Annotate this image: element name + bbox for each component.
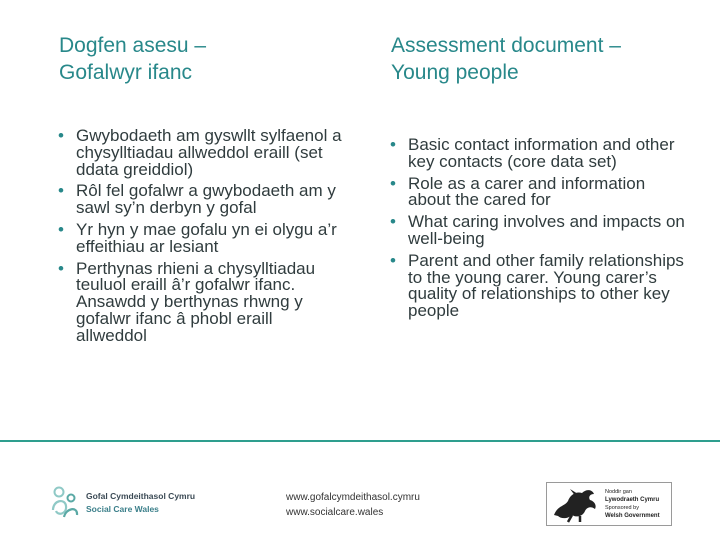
- url-welsh[interactable]: www.gofalcymdeithasol.cymru: [286, 492, 420, 503]
- sponsor-line-cy-1: Noddir gan: [605, 489, 632, 495]
- sponsor-line-en-2: Welsh Government: [605, 513, 660, 519]
- people-icon: [50, 484, 80, 520]
- sponsor-line-cy-2: Lywodraeth Cymru: [605, 497, 660, 503]
- list-item: [58, 128, 348, 178]
- english-title-line-1: Assessment document –: [391, 34, 621, 57]
- welsh-title-line-2: Gofalwyr ifanc: [59, 61, 193, 84]
- list-item: [58, 258, 348, 345]
- list-item-text: Role as a carer and information about the cared for: [408, 173, 646, 210]
- english-title: [391, 32, 691, 86]
- url-english[interactable]: www.socialcare.wales: [286, 507, 384, 518]
- bullet-icon: •: [390, 250, 396, 270]
- list-item: [390, 137, 690, 171]
- bullet-icon: •: [390, 212, 396, 232]
- list-item-text: Yr hyn y mae gofalu yn ei olygu a’r effeithiau ar lesiant: [76, 219, 337, 256]
- bullet-icon: •: [58, 219, 64, 239]
- logo-name-english: Social Care Wales: [86, 504, 159, 514]
- footer-urls: [286, 490, 420, 520]
- logo-name-welsh: Gofal Cymdeithasol Cymru: [86, 491, 196, 501]
- bullet-icon: •: [58, 181, 64, 201]
- welsh-government-logo: [546, 482, 672, 526]
- bullet-icon: •: [58, 126, 64, 145]
- list-item-text: Rôl fel gofalwr a gwybodaeth am y sawl sy’n derbyn y gofal: [76, 181, 336, 218]
- list-item: [390, 173, 690, 210]
- bullet-icon: •: [390, 173, 396, 193]
- bullet-icon: •: [390, 135, 396, 154]
- list-item: [58, 183, 348, 217]
- welsh-title-line-1: Dogfen asesu –: [59, 34, 207, 57]
- welsh-bullet-list: [58, 128, 348, 350]
- list-item-text: Perthynas rhieni a chysylltiadau teuluol eraill â’r gofalwr ifanc. Ansawdd y berthynas rhwng y gofalwr ifanc â phobl eraill allweddol: [76, 258, 316, 345]
- dragon-icon: [550, 485, 600, 523]
- bullet-icon: •: [58, 258, 64, 278]
- english-title-line-2: Young people: [391, 61, 519, 84]
- english-bullet-list: [390, 137, 690, 325]
- list-item-text: Gwybodaeth am gyswllt sylfaenol a chysylltiadau allweddol eraill (set ddata greiddiol): [76, 126, 342, 179]
- welsh-title: [59, 32, 329, 86]
- list-item: [390, 250, 690, 321]
- list-item: [58, 219, 348, 256]
- list-item-text: What caring involves and impacts on well-being: [408, 212, 685, 248]
- social-care-wales-logo: [50, 484, 210, 520]
- footer-divider: [0, 440, 720, 442]
- list-item-text: Basic contact information and other key contacts (core data set): [408, 135, 675, 171]
- list-item: [390, 214, 690, 248]
- sponsor-line-en-1: Sponsored by: [605, 505, 639, 511]
- list-item-text: Parent and other family relationships to the young carer. Young carer’s quality of relationships to other key people: [408, 250, 684, 321]
